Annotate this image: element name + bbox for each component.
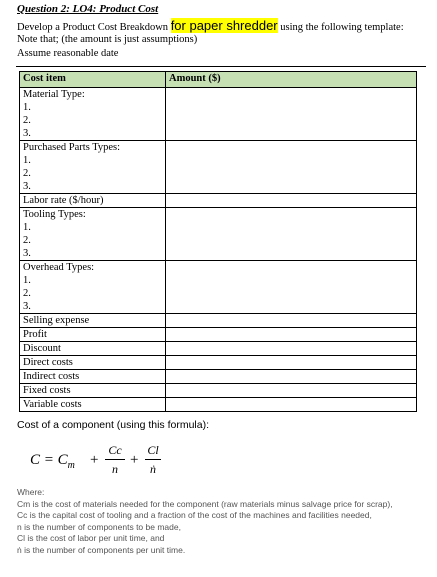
- amount-cell[interactable]: [166, 398, 417, 412]
- cost-item-cell: [20, 398, 166, 412]
- plus-sign: +: [90, 452, 99, 468]
- cost-item-cell: [20, 356, 166, 370]
- cost-item-label: Tooling Types:: [23, 209, 86, 220]
- amount-cell[interactable]: [166, 261, 417, 314]
- cost-item-cell: [20, 194, 166, 208]
- cost-item-cell: [20, 314, 166, 328]
- cost-item-label: Material Type:: [23, 89, 85, 100]
- cost-item-label: Selling expense: [23, 315, 90, 326]
- legend-line: Cl is the cost of labor per unit time, and: [17, 533, 165, 544]
- instruction-text: Develop a Product Cost Breakdown: [17, 22, 171, 33]
- legend-line: Cm is the cost of materials needed for the component (raw materials minus salvage price for scrap),: [17, 498, 393, 509]
- cost-item-entry: 2.: [23, 115, 31, 126]
- amount-cell[interactable]: [166, 194, 417, 208]
- cost-item-label: Purchased Parts Types:: [23, 142, 121, 153]
- plus-sign: +: [130, 452, 139, 468]
- cost-item-entry: 2.: [23, 235, 31, 246]
- cost-item-cell: [20, 384, 166, 398]
- amount-cell[interactable]: [166, 356, 417, 370]
- cost-item-cell: [20, 88, 166, 141]
- cost-item-label: Discount: [23, 343, 61, 354]
- fraction-denominator: n: [112, 462, 118, 476]
- table-row: [20, 398, 417, 412]
- cost-item-entry: 3.: [23, 181, 31, 192]
- amount-cell[interactable]: [166, 208, 417, 261]
- legend-line: Cc is the capital cost of tooling and a fraction of the cost of the machines and facilities needed,: [17, 510, 372, 521]
- cost-item-entry: 1.: [23, 102, 31, 113]
- fraction-numerator: Cc: [108, 443, 122, 457]
- amount-cell[interactable]: [166, 88, 417, 141]
- cost-item-entry: 3.: [23, 301, 31, 312]
- cost-item-label: Profit: [23, 329, 47, 340]
- cost-item-cell: [20, 208, 166, 261]
- table-row: [20, 342, 417, 356]
- fraction-labor: [145, 443, 161, 479]
- cost-item-cell: [20, 141, 166, 194]
- instruction-text-end: using the following template:: [277, 22, 404, 33]
- cost-item-entry: 1.: [23, 275, 31, 286]
- cost-item-entry: 3.: [23, 248, 31, 259]
- cost-item-entry: 1.: [23, 155, 31, 166]
- legend-title: Where:: [17, 487, 45, 497]
- cost-item-cell: [20, 370, 166, 384]
- instruction-line: [17, 18, 404, 33]
- divider: [16, 66, 426, 67]
- note-line: Note that; (the amount is just assumptions): [17, 34, 198, 45]
- cost-item-entry: 2.: [23, 168, 31, 179]
- cost-item-entry: 2.: [23, 288, 31, 299]
- amount-cell[interactable]: [166, 370, 417, 384]
- formula-legend: [17, 487, 393, 557]
- cost-item-label: Variable costs: [23, 399, 82, 410]
- cost-breakdown-table: [19, 71, 417, 412]
- cost-item-cell: [20, 261, 166, 314]
- assume-line: Assume reasonable date: [17, 48, 119, 59]
- fraction-capital: [105, 443, 125, 479]
- table-row: [20, 328, 417, 342]
- cost-item-cell: [20, 328, 166, 342]
- header-cost-item: Cost item: [20, 72, 166, 88]
- table-row: [20, 194, 417, 208]
- fraction-bar: [105, 459, 125, 460]
- table-row: [20, 141, 417, 194]
- cost-item-label: Indirect costs: [23, 371, 80, 382]
- cost-item-entry: 1.: [23, 222, 31, 233]
- formula-intro: Cost of a component (using this formula):: [17, 419, 210, 431]
- table-row: [20, 384, 417, 398]
- table-row: [20, 356, 417, 370]
- amount-cell[interactable]: [166, 384, 417, 398]
- cost-item-label: Fixed costs: [23, 385, 71, 396]
- legend-line: n is the number of components to be made,: [17, 521, 181, 532]
- highlighted-topic: for paper shredder: [170, 18, 278, 33]
- table-row: [20, 88, 417, 141]
- amount-cell[interactable]: [166, 328, 417, 342]
- table-row: [20, 370, 417, 384]
- amount-cell[interactable]: [166, 314, 417, 328]
- legend-line: ṅ is the number of components per unit time.: [17, 544, 186, 555]
- fraction-numerator: Cl: [147, 443, 159, 457]
- amount-cell[interactable]: [166, 342, 417, 356]
- table-row: [20, 208, 417, 261]
- question-heading: Question 2: LO4: Product Cost: [17, 3, 159, 15]
- cost-item-entry: 3.: [23, 128, 31, 139]
- formula-lhs: $C = C_m$: [30, 452, 75, 471]
- amount-cell[interactable]: [166, 141, 417, 194]
- cost-item-label: Overhead Types:: [23, 262, 95, 273]
- fraction-bar: [145, 459, 161, 460]
- table-row: [20, 261, 417, 314]
- fraction-denominator: ṅ: [150, 462, 156, 476]
- cost-item-cell: [20, 342, 166, 356]
- table-row: [20, 314, 417, 328]
- cost-item-label: Labor rate ($/hour): [23, 195, 104, 206]
- cost-item-label: Direct costs: [23, 357, 73, 368]
- header-amount: Amount ($): [166, 72, 417, 88]
- table-header-row: [20, 72, 417, 88]
